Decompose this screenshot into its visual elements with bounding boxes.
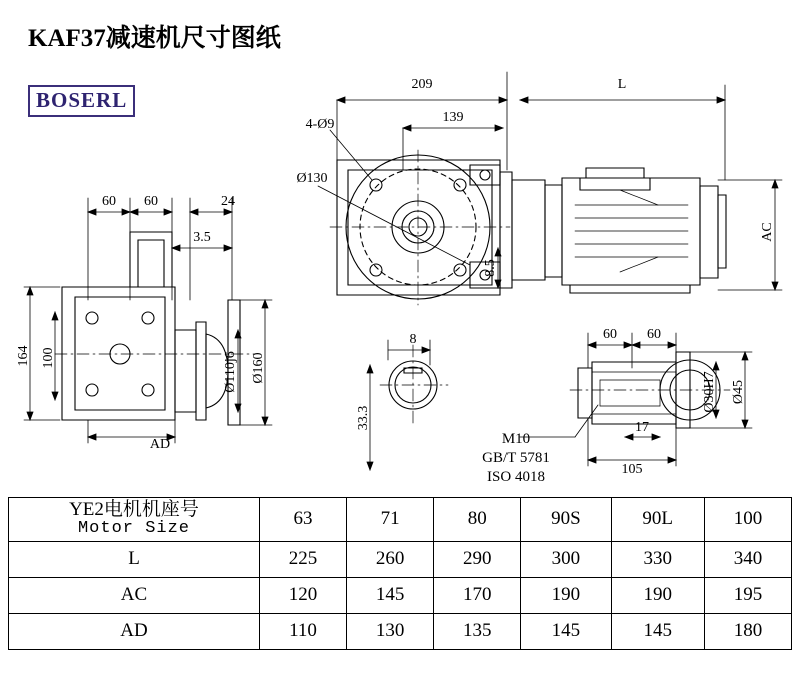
motor-size-100: 100 [704, 498, 791, 542]
dim-164: 164 [16, 345, 31, 367]
header-motor-size [9, 498, 260, 542]
dim-60-b: 60 [144, 194, 158, 209]
motor-size-80: 80 [434, 498, 521, 542]
dim-139: 139 [442, 110, 464, 125]
row-label-L: L [9, 541, 260, 577]
dim-D160: Ø160 [251, 352, 266, 384]
dim-D30H7: Ø30H7 [702, 371, 717, 413]
cell-AC-71: 145 [347, 577, 434, 613]
note-standard-gb: GB/T 5781 [482, 450, 550, 466]
table-row [9, 613, 792, 649]
motor-size-90s: 90S [521, 498, 611, 542]
dim-L-top: L [617, 77, 627, 92]
dim-60-d: 60 [647, 327, 661, 342]
cell-AC-80: 170 [434, 577, 521, 613]
cell-AD-90l: 145 [611, 613, 704, 649]
row-label-AC: AC [9, 577, 260, 613]
table-row [9, 577, 792, 613]
dim-AC: AC [760, 222, 775, 242]
cell-L-71: 260 [347, 541, 434, 577]
dim-100: 100 [41, 347, 56, 369]
cell-L-90l: 330 [611, 541, 704, 577]
note-thread: M10 [501, 431, 531, 447]
dim-17: 17 [635, 420, 649, 435]
cell-L-90s: 300 [521, 541, 611, 577]
cell-AC-90l: 190 [611, 577, 704, 613]
cell-AC-90s: 190 [521, 577, 611, 613]
header-motor-size-en: Motor Size [77, 518, 191, 538]
row-label-AD: AD [9, 613, 260, 649]
dim-60-a: 60 [102, 194, 116, 209]
dim-4xD9: 4-Ø9 [305, 117, 335, 132]
dim-209: 209 [411, 77, 433, 92]
dim-24: 24 [221, 194, 235, 209]
cell-L-100: 340 [704, 541, 791, 577]
header-motor-size-cn: YE2电机机座号 [69, 499, 199, 520]
dim-D110j6: Ø110j6 [223, 351, 238, 393]
cell-L-80: 290 [434, 541, 521, 577]
spec-table [8, 497, 792, 650]
motor-size-90l: 90L [611, 498, 704, 542]
note-standard-iso: ISO 4018 [487, 469, 545, 485]
cell-AD-63: 110 [260, 613, 347, 649]
page-title: KAF37减速机尺寸图纸 [28, 25, 281, 52]
dim-8: 8 [409, 332, 417, 347]
dim-105: 105 [621, 462, 643, 477]
dim-D130: Ø130 [296, 171, 328, 186]
cell-AD-90s: 145 [521, 613, 611, 649]
cell-L-63: 225 [260, 541, 347, 577]
table-row [9, 541, 792, 577]
cell-AC-100: 195 [704, 577, 791, 613]
cell-AC-63: 120 [260, 577, 347, 613]
motor-size-63: 63 [260, 498, 347, 542]
dim-3p5: 3.5 [193, 230, 211, 245]
dim-D45: Ø45 [731, 379, 746, 405]
table-header-row [9, 498, 792, 542]
cell-AD-71: 130 [347, 613, 434, 649]
dim-33p3: 33.3 [356, 405, 371, 431]
dim-8p5: 8.5 [483, 259, 498, 277]
cell-AD-80: 135 [434, 613, 521, 649]
dim-AD: AD [149, 437, 171, 452]
cell-AD-100: 180 [704, 613, 791, 649]
dim-60-c: 60 [603, 327, 617, 342]
motor-size-71: 71 [347, 498, 434, 542]
brand-logo: BOSERL [28, 85, 135, 117]
